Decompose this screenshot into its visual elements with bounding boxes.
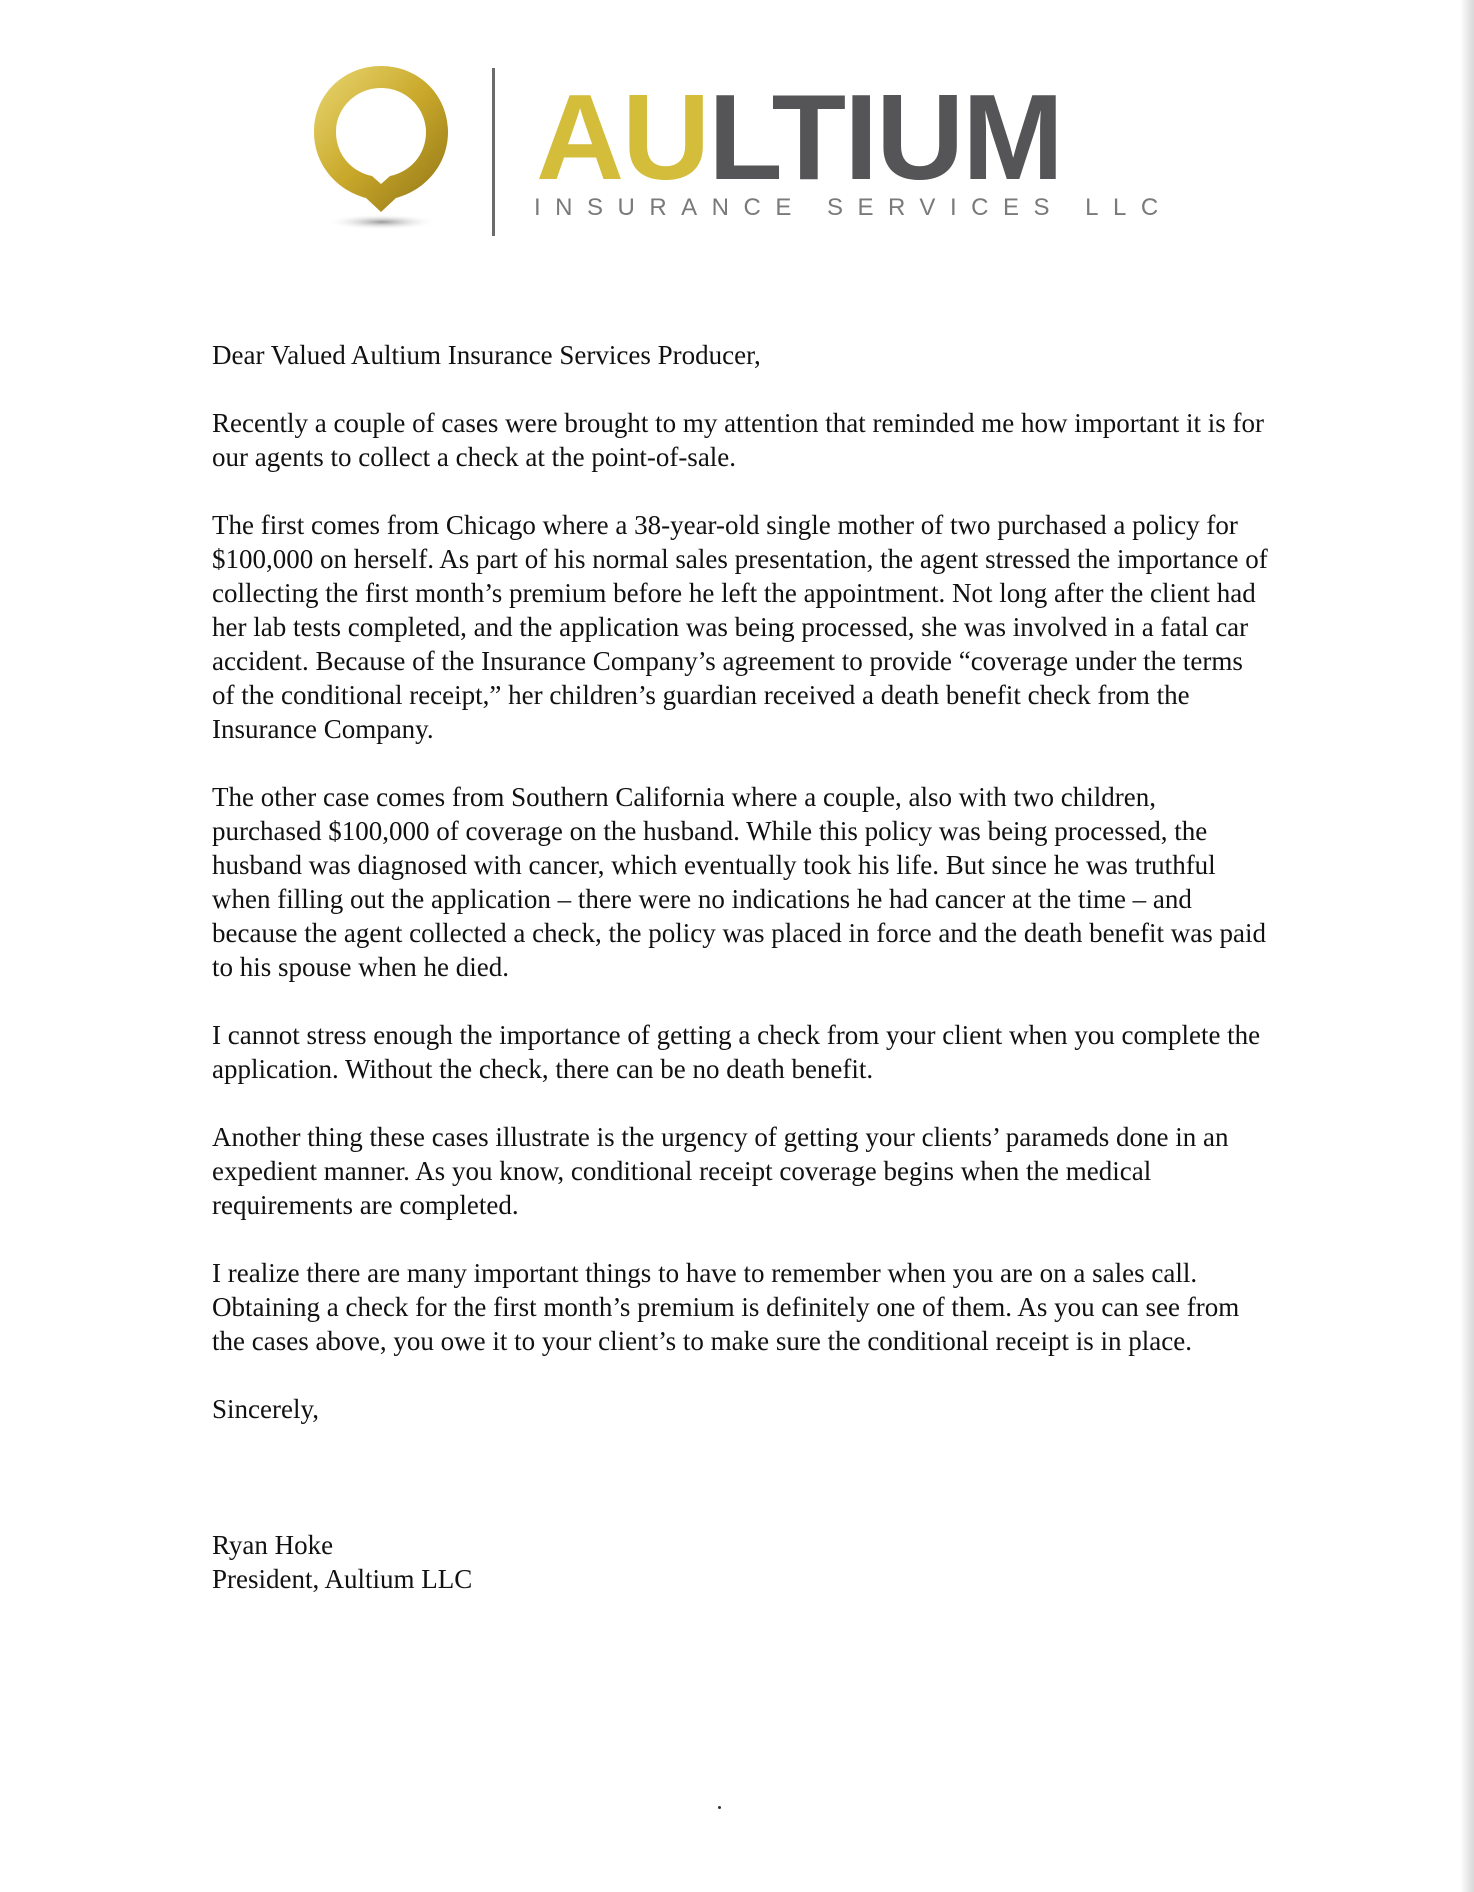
paragraph-1: Recently a couple of cases were brought to my attention that reminded me how important it is for our agents to collect a check at the point-of-sale.: [212, 408, 1264, 472]
page-edge-shadow: [1460, 0, 1474, 1892]
logo-ring-icon: [310, 62, 452, 242]
salutation: Dear Valued Aultium Insurance Services Producer,: [212, 340, 761, 370]
paragraph-4: I cannot stress enough the importance of getting a check from your client when you complete the application. Without the check, there can be no death benefit.: [212, 1020, 1261, 1084]
logo-wordmark: [536, 69, 1062, 205]
logo-tagline: INSURANCE SERVICES LLC: [534, 194, 1173, 221]
paragraph-6: I realize there are many important things to have to remember when you are on a sales call. Obtaining a check for the first month’s premium is definitely one of them. As you can see from the cases above, you owe it to your client’s to make sure the conditional receipt is in place.: [212, 1258, 1240, 1356]
logo-divider: [492, 68, 495, 236]
signer-title: President, Aultium LLC: [212, 1564, 473, 1594]
closing: Sincerely,: [212, 1394, 319, 1424]
logo-wordmark-gray: LTIUM: [708, 69, 1062, 205]
paragraph-3: The other case comes from Southern California where a couple, also with two children, purchased $100,000 of coverage on the husband. While this policy was being processed, the husband was diagnosed with cancer, which eventually took his life. But since he was truthful when filling out the application – there were no indications he had cancer at the time – and because the agent collected a check, the policy was placed in force and the death benefit was paid to his spouse when he died.: [212, 782, 1267, 982]
signer-name: Ryan Hoke: [212, 1530, 334, 1560]
company-logo: [310, 62, 1173, 242]
logo-wordmark-gold: AU: [536, 69, 709, 205]
paragraph-2: The first comes from Chicago where a 38-year-old single mother of two purchased a policy for $100,000 on herself. As part of his normal sales presentation, the agent stressed the importance of collecting the first month’s premium before he left the appointment. Not long after the client had her lab tests completed, and the application was being processed, she was involved in a fatal car accident. Because of the Insurance Company’s agreement to provide “coverage under the terms of the conditional receipt,” her children’s guardian received a death benefit check from the Insurance Company.: [212, 510, 1268, 744]
letter-body: [212, 338, 1272, 1596]
paragraph-5: Another thing these cases illustrate is the urgency of getting your clients’ parameds done in an expedient manner. As you know, conditional receipt coverage begins when the medical requirements are completed.: [212, 1122, 1229, 1220]
page-marker-dot: [718, 1806, 721, 1809]
